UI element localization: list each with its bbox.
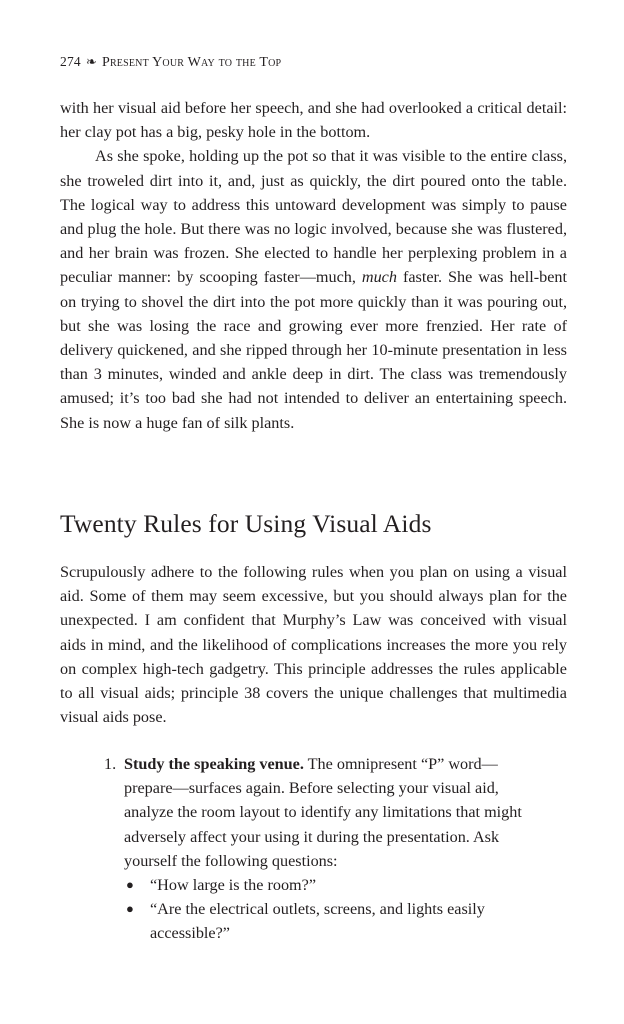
running-head [60,54,281,71]
paragraph-continued: with her visual aid before her speech, and she had overlooked a critical detail: her clay pot has a big, pesky hole in the bottom. [60,99,567,142]
rule-text [124,752,544,873]
rule-body: The omnipresent “P” word—prepare—surfaces again. Before selecting your visual aid, analyze the room layout to identify any limitations that might adversely affect your using it during the presentation. Ask yourself the following questions: [124,755,522,870]
question-text: “How large is the room?” [150,876,317,895]
book-title: Present Your Way to the Top [101,55,282,70]
bullet-icon: ● [126,901,134,917]
list-item [124,873,544,897]
question-text: “Are the electrical outlets, screens, and lights easily accessible?” [150,900,485,943]
rule-title: Study the speaking venue. [124,755,304,773]
paragraph-intro: Scrupulously adhere to the following rules when you plan on using a visual aid. Some of them may seem excessive, but you should always plan for the unexpected. I am confident that Murphy’s Law was conceived with visual aids in mind, and the likelihood of complications increases the more you rely on complex high-tech gadgetry. This principle addresses the rules applicable to all visual aids; principle 38 covers the unique challenges that multimedia visual aids pose. [60,563,567,727]
page-number: 274 [60,54,81,69]
section-heading: Twenty Rules for Using Visual Aids [60,509,432,538]
list-item [124,897,544,945]
rules-list [104,752,544,946]
paragraph-clay-pot-story: As she spoke, holding up the pot so that it was visible to the entire class, she troweled dirt into it, and, just as quickly, the dirt poured onto the table. The logical way to address this untoward development was simply to pause and plug the hole. But there was no logic involved, because she was flustered, and her brain was frozen. She elected to handle her perplexing problem in a peculiar manner: by scooping faster—much, much faster. She was hell-bent on trying to shovel the dirt into the pot more quickly than it was pouring out, but she was losing the race and growing ever more frenzied. Her rate of delivery quickened, and she ripped through her 10-minute presentation in less than 3 minutes, winded and ankle deep in dirt. The class was tremendously amused; it’s too bad she had not intended to deliver an entertaining speech. She is now a huge fan of silk plants. [60,147,567,432]
section-intro [60,560,567,729]
rule-number: 1. [104,755,117,773]
question-list [104,873,544,946]
emphasis-word: much [361,268,397,287]
bullet-icon: ● [126,877,134,893]
list-item [104,752,544,873]
fleuron-ornament: ❧ [85,54,97,69]
opening-text [60,96,567,435]
